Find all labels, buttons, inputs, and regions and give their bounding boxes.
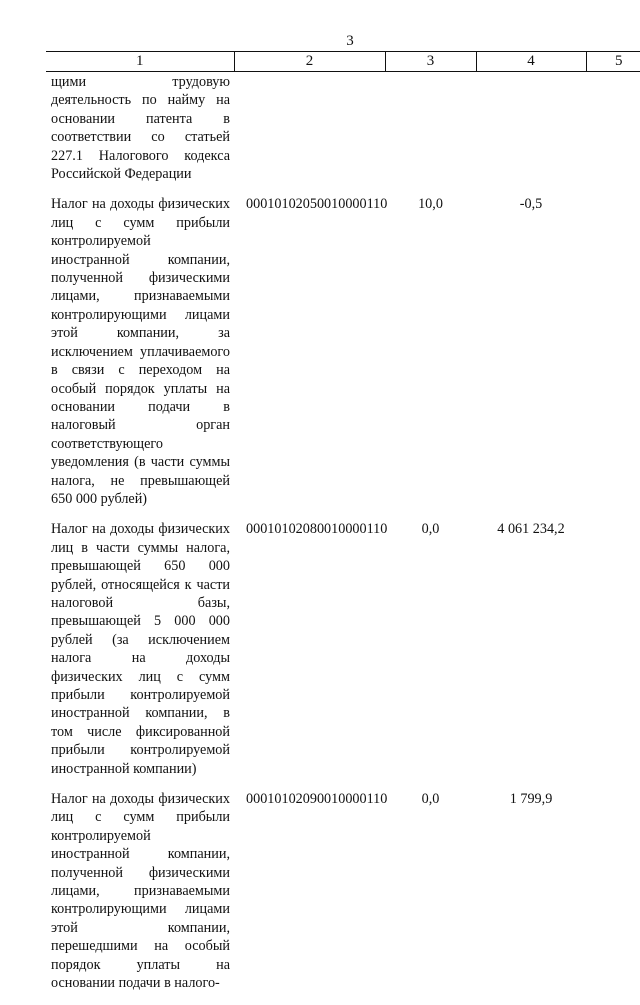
revenue-table [46, 51, 640, 1005]
page-number: 3 [346, 33, 354, 49]
row-name: Налог на доходы физических лиц в части суммы налога, превышающей 650 000 рублей, относящейся к части налоговой базы, превышающей 5 000 000 рублей (за исключением налога на доходы физических лиц с сумм прибыли контролируемой иностранной компании, в том числе фиксированной прибыли контролируемой иностранной компании) [51, 521, 230, 777]
column-header-4: 4 [476, 52, 586, 72]
column-number-header-row [46, 52, 640, 72]
column-header-1: 1 [46, 52, 234, 72]
row-value-col5 [586, 195, 640, 520]
row-name: щими трудовую деятельность по найму на основании патента в соответствии со статьей 227.1 Налогового кодекса Российской Федерации [51, 74, 230, 183]
row-value-col4: -0,5 [519, 196, 543, 213]
row-code: 00010102090010000110 [246, 791, 388, 808]
row-code: 00010102080010000110 [246, 521, 388, 538]
column-header-3: 3 [385, 52, 476, 72]
row-value-col3: 0,0 [421, 791, 440, 808]
row-name: Налог на доходы физических лиц с сумм прибыли контролируемой иностранной компании, полученной физическими лицами, признаваемыми контролирующими лицами этой компании, перешедшими на особый порядок уплаты на основании подачи в налого- [51, 791, 230, 992]
row-code [234, 72, 385, 196]
table-row [46, 72, 640, 196]
column-header-2: 2 [234, 52, 385, 72]
row-value-col4 [476, 72, 586, 196]
row-value-col3: 10,0 [418, 196, 443, 213]
row-code: 00010102050010000110 [246, 196, 388, 213]
table-row [46, 520, 640, 790]
row-value-col5 [586, 520, 640, 790]
row-value-col4: 4 061 234,2 [497, 521, 565, 538]
column-header-5: 5 [586, 52, 640, 72]
row-value-col3: 0,0 [421, 521, 440, 538]
row-value-col5 [586, 790, 640, 1004]
table-row [46, 195, 640, 520]
row-name: Налог на доходы физических лиц с сумм прибыли контролируемой иностранной компании, полученной физическими лицами, признаваемыми контролирующими лицами этой компании, за исключением уплачиваемого в связи с переходом на особый порядок уплаты на основании подачи в налоговый орган соответствующего уведомления (в части суммы налога, не превышающей 650 000 рублей) [51, 196, 230, 507]
row-value-col4: 1 799,9 [509, 791, 553, 808]
row-value-col3 [385, 72, 476, 196]
row-value-col5 [586, 72, 640, 196]
table-row [46, 790, 640, 1004]
